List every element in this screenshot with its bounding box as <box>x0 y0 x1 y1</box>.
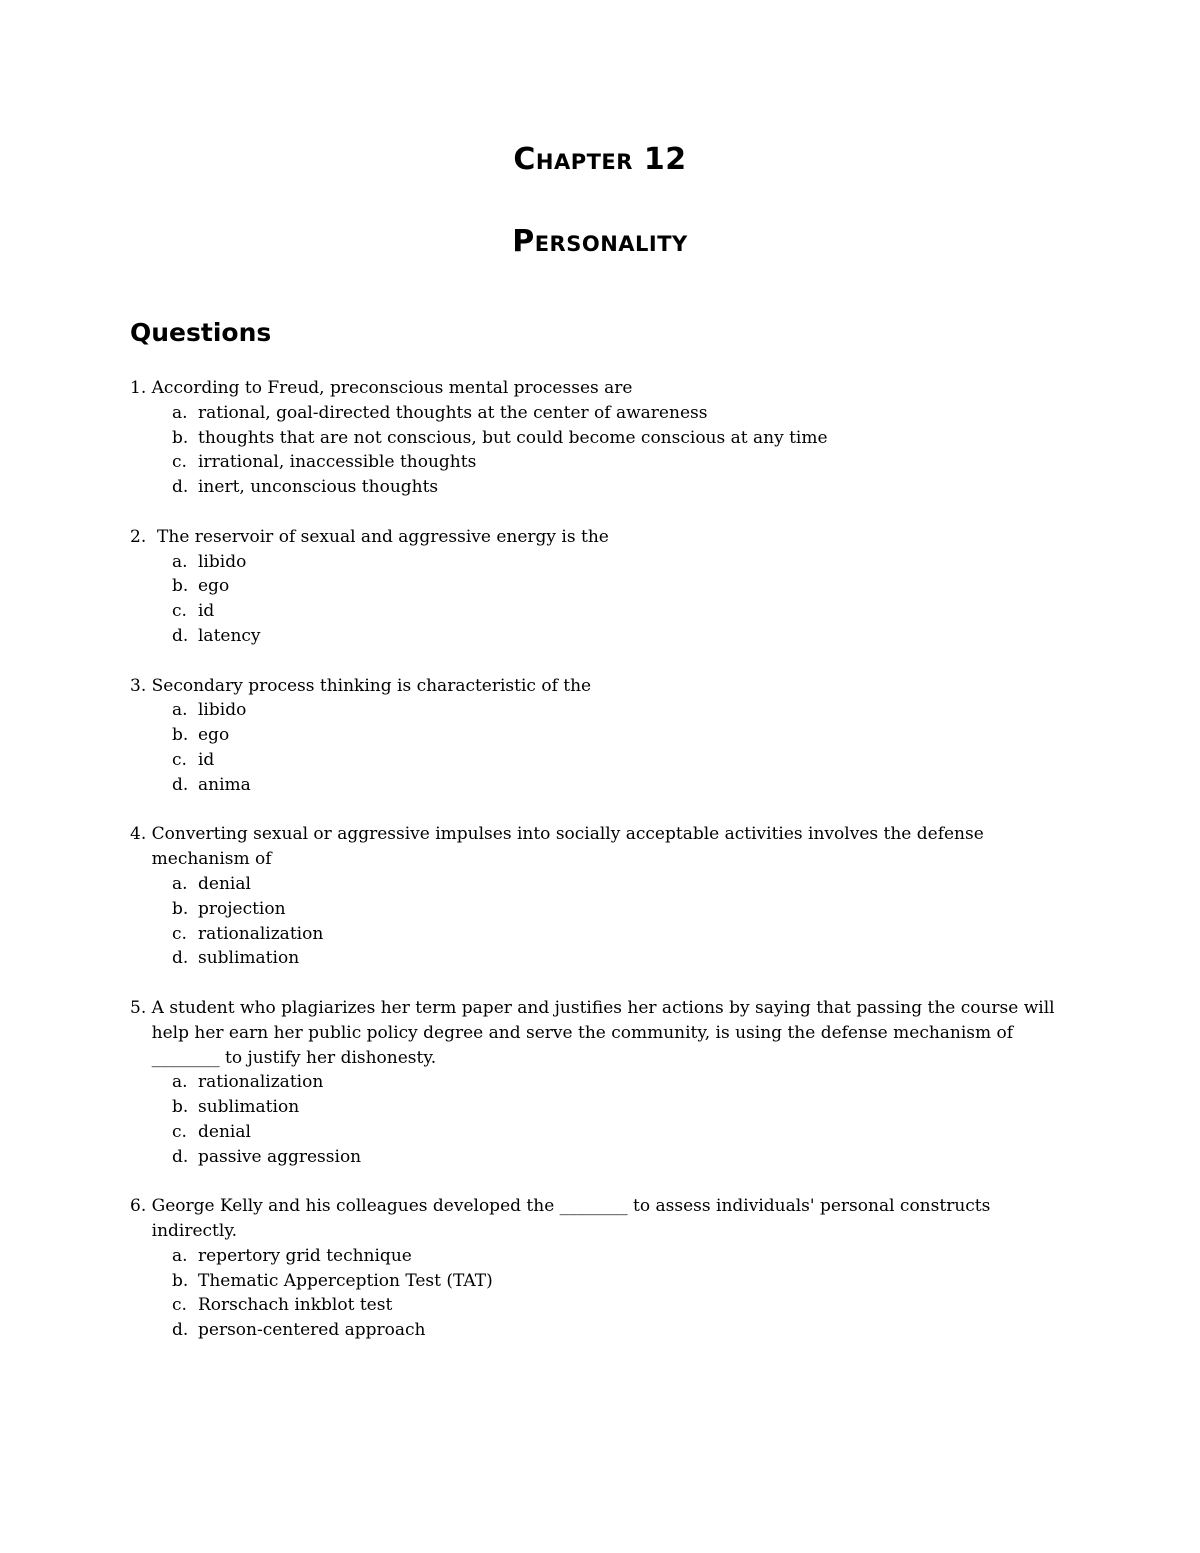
answer-choices <box>130 1244 1070 1343</box>
choice-text: person-centered approach <box>198 1320 426 1341</box>
answer-choice <box>172 1293 1070 1318</box>
question-text: According to Freud, preconscious mental processes are <box>151 378 633 398</box>
choice-text: thoughts that are not conscious, but could become conscious at any time <box>198 427 828 448</box>
answer-choice <box>172 475 1070 500</box>
question-number: 5. <box>130 997 147 1018</box>
answer-choice <box>172 748 1070 773</box>
chapter-subtitle: Personality <box>512 224 688 259</box>
chapter-title: Chapter 12 <box>513 142 687 177</box>
question-list <box>130 376 1070 1368</box>
answer-choices <box>130 698 1070 797</box>
question-text: A student who plagiarizes her term paper and justifies her actions by saying that passing the course will help her earn her public policy degree and serve the community, is using the defense mechanism of ________ to justify her dishonesty. <box>151 997 1061 1068</box>
answer-choice <box>172 624 1070 649</box>
choice-text: ego <box>198 725 230 746</box>
choice-text: denial <box>198 1121 251 1142</box>
choice-letter: c. <box>172 749 187 770</box>
choice-letter: c. <box>172 1121 187 1142</box>
choice-letter: d. <box>172 774 189 795</box>
answer-choice <box>172 698 1070 723</box>
question-number: 1. <box>130 378 147 398</box>
answer-choice <box>172 1244 1070 1269</box>
choice-letter: b. <box>172 725 189 746</box>
question-text: Secondary process thinking is characteristic of the <box>151 675 592 696</box>
question-number: 4. <box>130 824 147 845</box>
choice-text: projection <box>198 898 286 919</box>
choice-text: rationalization <box>198 923 324 944</box>
choice-text: libido <box>198 700 247 721</box>
question-number: 3. <box>130 675 147 696</box>
choice-letter: d. <box>172 948 189 969</box>
choice-letter: d. <box>172 1146 189 1167</box>
choice-text: Rorschach inkblot test <box>198 1295 393 1316</box>
question-stem <box>130 525 1070 550</box>
answer-choice <box>172 599 1070 624</box>
question-stem <box>130 674 1070 699</box>
question-stem <box>130 822 1070 872</box>
choice-letter: b. <box>172 576 189 597</box>
choice-letter: c. <box>172 452 187 473</box>
question-stem <box>130 376 1070 401</box>
question-text: George Kelly and his colleagues developed the ________ to assess individuals' personal constructs indirectly. <box>151 1196 996 1242</box>
answer-choices <box>130 401 1070 500</box>
answer-choice <box>172 1070 1070 1095</box>
choice-text: latency <box>198 625 261 646</box>
question-stem <box>130 1194 1070 1244</box>
question-item <box>130 674 1070 798</box>
choice-text: denial <box>198 873 251 894</box>
answer-choice <box>172 872 1070 897</box>
question-item <box>130 376 1070 500</box>
question-item <box>130 525 1070 649</box>
choice-letter: a. <box>172 873 188 894</box>
choice-letter: b. <box>172 427 189 448</box>
answer-choice <box>172 773 1070 798</box>
choice-letter: c. <box>172 1295 187 1316</box>
answer-choice <box>172 574 1070 599</box>
question-text: Converting sexual or aggressive impulses into socially acceptable activities involves the defense mechanism of <box>151 824 990 870</box>
choice-text: rational, goal-directed thoughts at the center of awareness <box>198 402 708 423</box>
choice-text: sublimation <box>198 1097 300 1118</box>
answer-choices <box>130 550 1070 649</box>
choice-letter: a. <box>172 1245 188 1266</box>
choice-text: sublimation <box>198 948 300 969</box>
answer-choice <box>172 450 1070 475</box>
answer-choice <box>172 1318 1070 1343</box>
choice-text: inert, unconscious thoughts <box>198 477 439 498</box>
question-stem <box>130 996 1070 1070</box>
choice-text: Thematic Apperception Test (TAT) <box>198 1270 493 1291</box>
choice-letter: d. <box>172 1320 189 1341</box>
choice-text: repertory grid technique <box>198 1245 412 1266</box>
choice-letter: b. <box>172 1097 189 1118</box>
answer-choice <box>172 426 1070 451</box>
choice-letter: a. <box>172 700 188 721</box>
choice-letter: b. <box>172 898 189 919</box>
section-heading: Questions <box>130 318 272 347</box>
answer-choices <box>130 872 1070 971</box>
choice-text: irrational, inaccessible thoughts <box>198 452 477 473</box>
choice-text: libido <box>198 551 247 572</box>
answer-choices <box>130 1070 1070 1169</box>
choice-letter: a. <box>172 551 188 572</box>
answer-choice <box>172 1145 1070 1170</box>
choice-letter: d. <box>172 625 189 646</box>
answer-choice <box>172 897 1070 922</box>
question-item <box>130 822 1070 971</box>
choice-text: id <box>198 749 215 770</box>
choice-text: rationalization <box>198 1072 324 1093</box>
choice-text: ego <box>198 576 230 597</box>
choice-letter: b. <box>172 1270 189 1291</box>
question-text: The reservoir of sexual and aggressive energy is the <box>151 526 609 547</box>
choice-text: id <box>198 601 215 622</box>
answer-choice <box>172 946 1070 971</box>
choice-letter: d. <box>172 477 189 498</box>
choice-letter: c. <box>172 923 187 944</box>
answer-choice <box>172 922 1070 947</box>
choice-text: anima <box>198 774 251 795</box>
answer-choice <box>172 1120 1070 1145</box>
choice-letter: a. <box>172 402 188 423</box>
question-number: 2. <box>130 526 147 547</box>
answer-choice <box>172 401 1070 426</box>
answer-choice <box>172 1095 1070 1120</box>
answer-choice <box>172 550 1070 575</box>
choice-text: passive aggression <box>198 1146 362 1167</box>
choice-letter: a. <box>172 1072 188 1093</box>
question-item <box>130 1194 1070 1343</box>
answer-choice <box>172 1269 1070 1294</box>
question-item <box>130 996 1070 1170</box>
question-number: 6. <box>130 1196 147 1217</box>
choice-letter: c. <box>172 601 187 622</box>
answer-choice <box>172 723 1070 748</box>
